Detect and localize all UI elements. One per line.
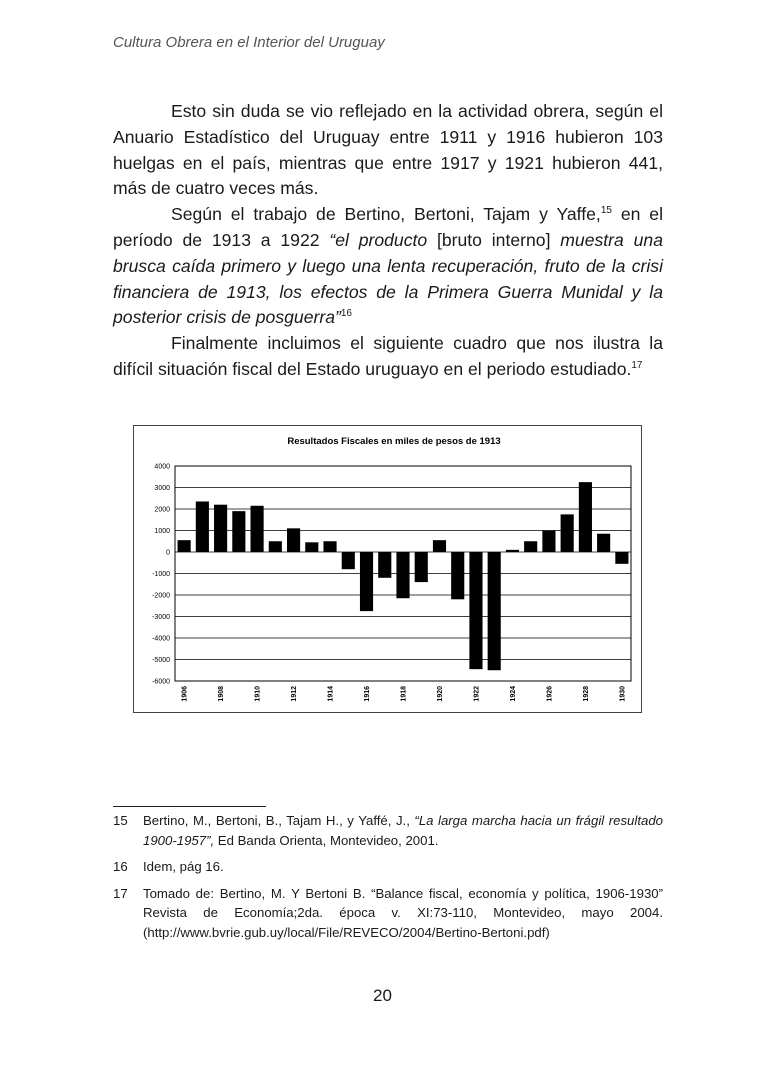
x-tick-label: 1912	[291, 686, 299, 702]
footnote-number: 15	[113, 813, 128, 828]
x-tick-label: 1906	[181, 686, 189, 702]
bar-1919	[415, 552, 428, 582]
bar-1914	[323, 541, 336, 552]
x-tick-label: 1916	[364, 686, 372, 702]
y-tick-label: 2000	[154, 506, 170, 514]
bar-1917	[378, 552, 391, 578]
bar-1922	[469, 552, 482, 669]
x-tick-label: 1920	[436, 686, 444, 702]
footnote-text: Idem, pág 16.	[143, 859, 224, 874]
x-tick-label: 1922	[473, 686, 481, 702]
bar-1908	[214, 505, 227, 552]
p3-text: Finalmente incluimos el siguiente cuadro que nos ilustra la difícil situación fiscal del Estado uruguayo en el periodo estudiado.	[113, 333, 663, 379]
bar-1915	[342, 552, 355, 569]
x-tick-label: 1928	[582, 686, 590, 702]
p2-text-b: en el período de 1913 a 1922	[113, 204, 663, 250]
x-tick-label: 1926	[546, 686, 554, 702]
p2-quote-rest: muestra una brusca caída primero y luego una lenta recuperación, fruto de la crisi financiera de 1913, los efectos de la Primera Guerra Munidal y la posterior crisis de posguerra”	[113, 229, 663, 328]
p2-quote-start: “el producto	[329, 229, 428, 250]
bar-1910	[251, 506, 264, 552]
y-tick-label: -2000	[152, 592, 170, 600]
bar-1918	[396, 552, 409, 598]
chart-svg	[134, 426, 641, 712]
bar-1929	[597, 534, 610, 552]
y-tick-label: 3000	[154, 485, 170, 492]
y-tick-label: -5000	[152, 657, 170, 664]
footnote-text: Bertino, M., Bertoni, B., Tajam H., y Yaffé, J., “La larga marcha hacia un frágil resultado 1900-1957”, Ed Banda Orienta, Montevideo, 2001.	[143, 813, 663, 848]
bar-1920	[433, 540, 446, 552]
y-tick-label: -1000	[152, 571, 170, 578]
bar-1916	[360, 552, 373, 611]
footnote-17	[113, 884, 663, 943]
bar-1924	[506, 550, 519, 552]
bar-1928	[579, 482, 592, 552]
footnote-ref-15[interactable]: 15	[600, 205, 612, 217]
y-tick-label: 1000	[154, 528, 170, 535]
x-tick-label: 1924	[509, 686, 517, 702]
footnote-number: 16	[113, 859, 128, 874]
bar-1912	[287, 528, 300, 552]
paragraph-1: Esto sin duda se vio reflejado en la actividad obrera, según el Anuario Estadístico del Uruguay entre 1911 y 1916 hubieron 103 huelgas en el país, mientras que entre 1917 y 1921 hubieron 441, más de cuatro veces más.	[113, 101, 663, 199]
y-tick-label: 4000	[154, 463, 170, 471]
bar-1925	[524, 541, 537, 552]
footnote-16	[113, 857, 663, 877]
y-tick-label: -4000	[152, 635, 170, 643]
x-tick-label: 1914	[327, 686, 335, 702]
footnotes	[113, 811, 663, 949]
bar-1923	[488, 552, 501, 670]
y-tick-label: -3000	[152, 614, 170, 621]
paragraph-2	[113, 202, 663, 331]
bar-1930	[615, 552, 628, 564]
x-tick-label: 1930	[619, 686, 627, 702]
fiscal-results-chart	[133, 425, 642, 713]
y-tick-label: 0	[166, 549, 170, 557]
bar-1909	[232, 511, 245, 552]
bar-1921	[451, 552, 464, 599]
x-tick-label: 1918	[400, 686, 408, 702]
bar-1911	[269, 541, 282, 552]
footnote-15	[113, 811, 663, 850]
footnote-ref-17[interactable]: 17	[631, 360, 643, 372]
footnote-ref-16[interactable]: 16	[340, 308, 352, 320]
footnote-divider	[113, 806, 266, 807]
bar-1907	[196, 501, 209, 552]
page-number: 20	[373, 986, 392, 1005]
x-tick-label: 1910	[254, 686, 262, 702]
chart-title: Resultados Fiscales en miles de pesos de 1913	[287, 436, 501, 447]
running-head: Cultura Obrera en el Interior del Uruguay	[113, 34, 385, 51]
p2-text-d: [bruto interno]	[427, 229, 561, 250]
paragraph-3	[113, 331, 663, 383]
p2-text-a: Según el trabajo de Bertino, Bertoni, Tajam y Yaffe,	[171, 204, 601, 225]
bar-1906	[178, 540, 191, 552]
bar-1927	[561, 514, 574, 552]
bar-1926	[542, 531, 555, 553]
body-text	[113, 99, 663, 383]
footnote-number: 17	[113, 885, 128, 901]
bar-1913	[305, 542, 318, 552]
footnote-text: Tomado de: Bertino, M. Y Bertoni B. “Balance fiscal, economía y política, 1906-1930” Revista de Economía;2da. época v. XI:73-110, Montevideo, mayo 2004. (http://www.bvrie.gub.uy/local/File/REVECO/2004/Bertino-Bertoni.pdf)	[143, 885, 663, 940]
x-tick-label: 1908	[218, 686, 226, 702]
y-tick-label: -6000	[152, 678, 170, 686]
